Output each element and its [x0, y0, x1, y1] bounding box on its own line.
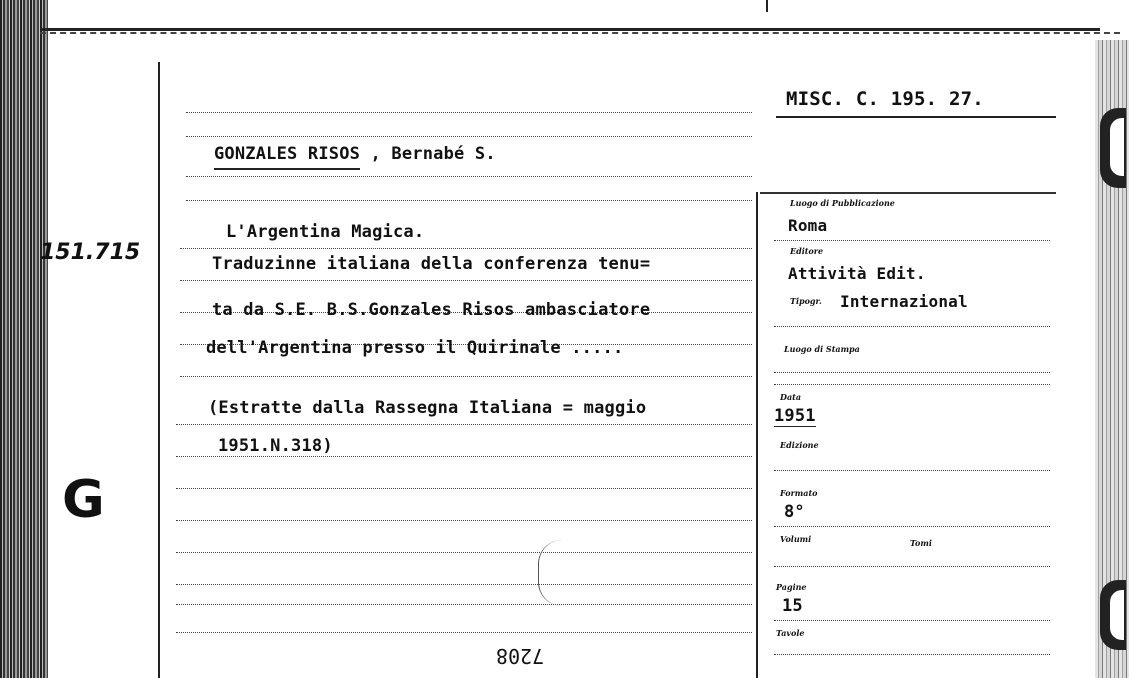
field-line — [774, 654, 1050, 655]
classmark-underline — [776, 116, 1056, 118]
ruled-line — [176, 488, 752, 489]
body-line: 1951.N.318) — [218, 436, 333, 456]
ruled-line — [186, 112, 752, 113]
pages-label: Pagine — [776, 582, 807, 592]
margin-number: 151.715 — [40, 240, 141, 265]
author-surname: GONZALES RISOS — [214, 144, 360, 170]
date-value: 1951 — [774, 406, 816, 426]
body-line: Traduzinne italiana della conferenza tenu= — [212, 254, 651, 274]
printer-value: Internazional — [840, 292, 968, 311]
margin-rule — [158, 62, 160, 678]
card-tab-bottom-hole — [1110, 590, 1124, 640]
ruled-line — [176, 584, 752, 585]
author-separator: , — [370, 144, 381, 164]
place-label: Luogo di Pubblicazione — [790, 198, 895, 208]
pencil-bracket-mark — [538, 540, 563, 606]
top-tick — [766, 0, 768, 12]
volumes-label: Volumi — [780, 534, 812, 544]
place-value: Roma — [788, 216, 828, 235]
ruled-line — [186, 200, 752, 201]
ruled-line — [186, 136, 752, 137]
ruled-line — [176, 632, 752, 633]
previous-card-edge — [40, 0, 1100, 31]
field-box-top — [760, 192, 1056, 194]
publisher-label: Editore — [790, 246, 824, 256]
ruled-line — [176, 520, 752, 521]
field-line — [774, 566, 1050, 567]
field-line — [774, 384, 1050, 385]
ruled-line — [180, 376, 752, 377]
field-box-rule — [756, 192, 758, 678]
ruled-line — [180, 248, 752, 249]
ruled-line — [186, 176, 752, 177]
ruled-line — [180, 280, 752, 281]
print-place-label: Luogo di Stampa — [784, 344, 860, 354]
date-label: Data — [780, 392, 801, 402]
field-line — [774, 526, 1050, 527]
body-line: ta da S.E. B.S.Gonzales Risos ambasciatore — [212, 300, 651, 320]
plates-label: Tavole — [776, 628, 805, 638]
title-line: L'Argentina Magica. — [226, 222, 425, 242]
margin-letter: G — [62, 470, 105, 530]
card-top-edge — [40, 32, 1120, 34]
body-line: dell'Argentina presso il Quirinale ..... — [206, 338, 624, 358]
body-line: (Estratte dalla Rassegna Italiana = maggio — [208, 398, 647, 418]
field-line — [774, 372, 1050, 373]
author-heading — [214, 144, 496, 164]
ruled-line — [176, 424, 752, 425]
classmark: MISC. C. 195. 27. — [786, 88, 984, 110]
pages-value: 15 — [782, 596, 803, 616]
inverted-number: 7208 — [496, 644, 545, 668]
format-label: Formato — [780, 488, 818, 498]
field-line — [774, 240, 1050, 241]
tomes-label: Tomi — [910, 538, 932, 548]
author-given: Bernabé S. — [391, 144, 496, 164]
edition-label: Edizione — [780, 440, 819, 450]
ruled-line — [176, 456, 752, 457]
card-tab-top-hole — [1110, 118, 1124, 176]
field-line — [774, 620, 1050, 621]
ruled-line — [176, 604, 752, 605]
scan-left-edge — [0, 0, 48, 678]
printer-label: Tipogr. — [790, 296, 822, 306]
publisher-value: Attività Edit. — [788, 264, 926, 283]
ruled-line — [176, 552, 752, 553]
field-line — [774, 470, 1050, 471]
format-value: 8° — [784, 502, 805, 522]
field-line — [774, 326, 1050, 327]
